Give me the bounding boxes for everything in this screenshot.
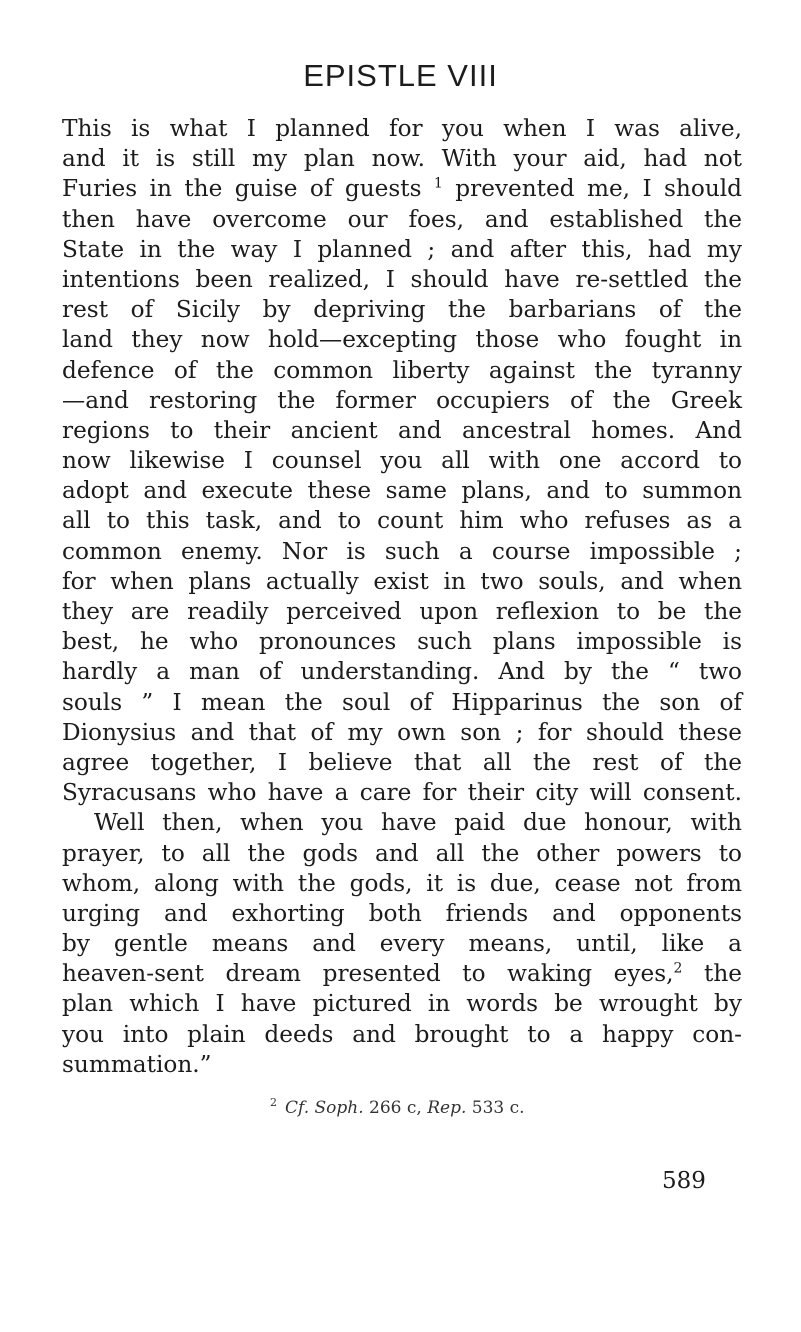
text-line: intentions been realized, I should have re-settled the — [62, 265, 742, 293]
text-line: land they now hold—excepting those who fought in — [62, 326, 742, 354]
text-line: common enemy. Nor is such a course impossible ; — [62, 537, 742, 565]
text-line: souls ” I mean the soul of Hipparinus the son of — [62, 688, 742, 716]
footnote-work: Soph. — [314, 1098, 364, 1118]
text-line: and it is still my plan now. With your aid, had not — [62, 145, 742, 173]
text-line: they are readily perceived upon reflexion to be the — [62, 598, 742, 625]
footnote-marker: 2 — [270, 1096, 277, 1110]
text-line: now likewise I counsel you all with one accord to — [62, 447, 742, 475]
footnote-ref-text: 266 c, — [369, 1098, 422, 1118]
text-line: Furies in the guise of guests $^1$ prevented me, I should — [62, 175, 743, 203]
text-line: Well then, when you have paid due honour, with — [94, 809, 742, 837]
text-line: whom, along with the gods, it is due, cease not from — [62, 869, 742, 897]
text-line: for when plans actually exist in two souls, and when — [62, 567, 742, 595]
footnote — [270, 1098, 525, 1118]
text-line: agree together, I believe that all the rest of the — [62, 748, 742, 776]
footnote-cf: Cf. — [285, 1098, 310, 1118]
footnote-ref: 1 — [433, 175, 443, 192]
body-text — [62, 114, 742, 1080]
text-line: by gentle means and every means, until, like a — [62, 930, 742, 958]
running-title: EPISTLE VIII — [303, 58, 498, 93]
text-line: State in the way I planned ; and after this, had my — [62, 235, 742, 263]
text-line: urging and exhorting both friends and opponents — [62, 899, 742, 927]
text-line: heaven-sent dream presented to waking eyes,$^2$ the — [62, 960, 743, 988]
text-line: This is what I planned for you when I was alive, — [62, 115, 742, 142]
footnote-ref-text: 533 c. — [471, 1098, 525, 1118]
page-number: 589 — [662, 1168, 706, 1194]
text-line: all to this task, and to count him who refuses as a — [62, 507, 742, 535]
text-line: —and restoring the former occupiers of the Greek — [62, 386, 742, 414]
text-line: adopt and execute these same plans, and to summon — [62, 477, 742, 505]
text-line: prayer, to all the gods and all the other powers to — [62, 839, 742, 867]
text-line: rest of Sicily by depriving the barbarians of the — [62, 296, 742, 324]
text-line: you into plain deeds and brought to a happy con- — [62, 1020, 742, 1048]
text-line: then have overcome our foes, and established the — [62, 205, 742, 233]
text-line: Syracusans who have a care for their city will consent. — [62, 779, 742, 807]
text-line: regions to their ancient and ancestral homes. And — [62, 416, 742, 444]
text-line: defence of the common liberty against the tyranny — [62, 356, 742, 384]
text-line: plan which I have pictured in words be wrought by — [62, 990, 742, 1018]
text-line: Dionysius and that of my own son ; for should these — [62, 718, 742, 746]
text-line: summation.” — [62, 1050, 212, 1078]
footnote-work: Rep. — [427, 1098, 467, 1118]
text-line: best, he who pronounces such plans impossible is — [62, 628, 742, 656]
footnote-ref: 2 — [673, 960, 683, 977]
text-line: hardly a man of understanding. And by the “ two — [62, 658, 742, 686]
